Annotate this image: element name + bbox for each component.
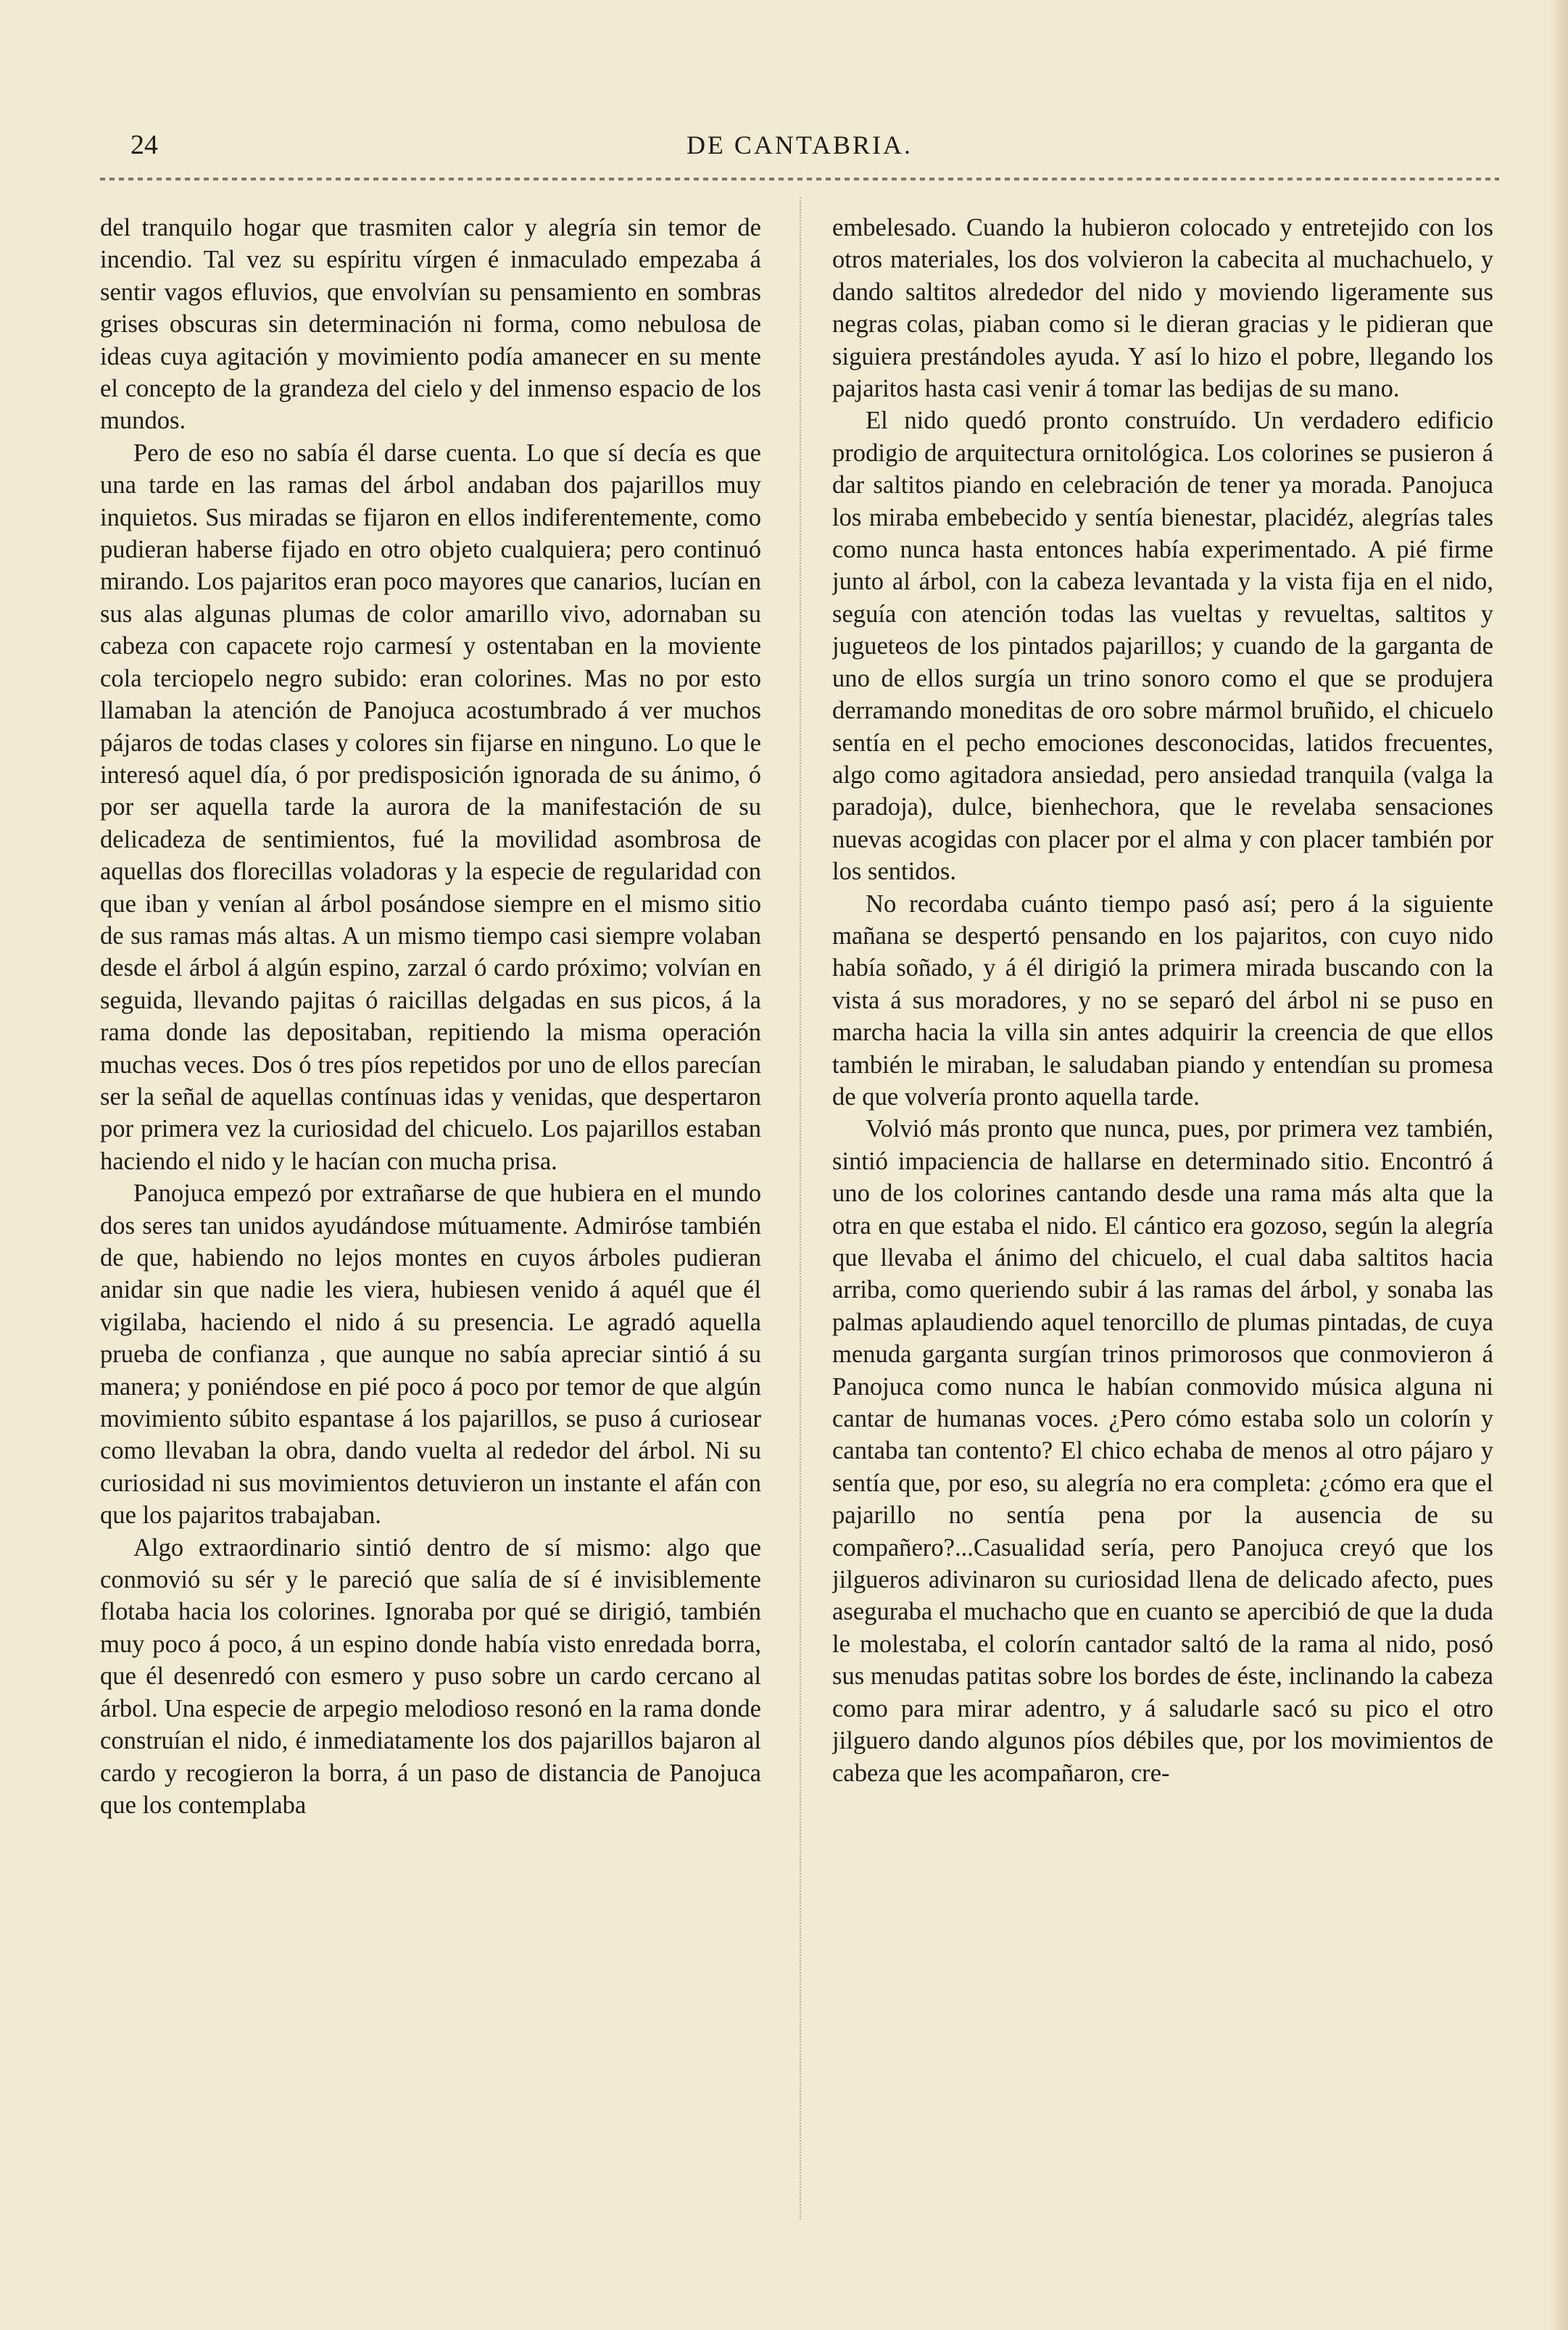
column-divider (800, 197, 801, 2220)
paragraph: No recordaba cuánto tiempo pasó así; pero á la siguiente mañana se despertó pensando en los pajaritos, con cuyo nido había soñado, y á él dirigió la primera mirada buscando con la vista á sus moradores, y no se separó del árbol ni se puso en marcha hacia la villa sin antes adquirir la creencia de que ellos también le miraban, le saludaban piando y entendían su promesa de que volvería pronto aquella tarde. (832, 890, 1493, 1111)
running-title: DE CANTABRIA. (686, 130, 913, 159)
paragraph: Volvió más pronto que nunca, pues, por primera vez también, sintió impaciencia de hallarse en determinado sitio. Encontró á uno de los colorines cantando desde una rama más alta que la otra en que estaba el nido. El cántico era gozoso, según la alegría que llevaba el ánimo del chicuelo, el cual daba saltitos hacia arriba, como queriendo subir á las ramas del árbol, y sonaba las palmas aplaudiendo aquel tenorcillo de plumas pintadas, de cuya menuda garganta surgían trinos primorosos que conmovieron á Panojuca como nunca le habían conmovido música alguna ni cantar de humanas voces. ¿Pero cómo estaba solo un colorín y cantaba tan contento? El chico echaba de menos al otro pájaro y sentía que, por eso, su alegría no era completa: ¿cómo era que el pajarillo no sentía pena por la ausencia de su compañero?...Casualidad sería, pero Panojuca creyó que los jilgueros adivinaron su curiosidad llena de delicado afecto, pues aseguraba el muchacho que en cuanto se apercibió de que la duda le molestaba, el colorín cantador saltó de la rama al nido, posó sus menudas patitas sobre los bordes de éste, inclinando la cabeza como para mirar adentro, y á saludarle sacó su pico el otro jilguero dando algunos píos débiles que, por los movimientos de cabeza que les acompañaron, cre- (832, 1115, 1493, 1787)
paragraph: del tranquilo hogar que trasmiten calor y alegría sin temor de incendio. Tal vez su espíritu vírgen é inmaculado empezaba á sentir vagos efluvios, que envolvían su pensamiento en sombras grises obscuras sin determinación ni forma, como nebulosa de ideas cuya agitación y movimiento podía amanecer en su mente el concepto de la grandeza del cielo y del inmenso espacio de los mundos. (100, 214, 761, 435)
page-edge-shadow (1549, 0, 1568, 2330)
paragraph: Panojuca empezó por extrañarse de que hubiera en el mundo dos seres tan unidos ayudándose mútuamente. Admiróse también de que, habiendo no lejos montes en cuyos árboles pudieran anidar sin que nadie les viera, hubiesen venido á aquél que él vigilaba, haciendo el nido á su presencia. Le agradó aquella prueba de confianza , que aunque no sabía apreciar sintió á su manera; y poniéndose en pié poco á poco por temor de que algún movimiento súbito espantase á los pajarillos, se puso á curiosear como llevaban la obra, dando vuelta al rededor del árbol. Ni su curiosidad ni sus movimientos detuvieron un instante el afán con que los pajaritos trabajaban. (100, 1179, 761, 1530)
page-number: 24 (130, 130, 158, 160)
paragraph: embelesado. Cuando la hubieron colocado y entretejido con los otros materiales, los dos volvieron la cabecita al muchachuelo, y dando saltitos alrededor del nido y moviendo ligeramente sus negras colas, piaban como si le dieran gracias y le pidieran que siguiera prestándoles ayuda. Y así lo hizo el pobre, llegando los pajaritos hasta casi venir á tomar las bedijas de su mano. (832, 214, 1493, 403)
right-column (832, 212, 1493, 2234)
header-ornament-rule (100, 175, 1499, 183)
paragraph: Pero de eso no sabía él darse cuenta. Lo que sí decía es que una tarde en las ramas del árbol andaban dos pajarillos muy inquietos. Sus miradas se fijaron en ellos indiferentemente, como pudieran haberse fijado en otro objeto cualquiera; pero continuó mirando. Los pajaritos eran poco mayores que canarios, lucían en sus alas algunas plumas de color amarillo vivo, adornaban su cabeza con capacete rojo carmesí y ostentaban en la moviente cola terciopelo negro subido: eran colorines. Mas no por esto llamaban la atención de Panojuca acostumbrado á ver muchos pájaros de todas clases y colores sin fijarse en ninguno. Lo que le interesó aquel día, ó por predisposición ignorada de su ánimo, ó por ser aquella tarde la aurora de la manifestación de su delicadeza de sentimientos, fué la movilidad asombrosa de aquellas dos florecillas voladoras y la especie de regularidad con que iban y venían al árbol posándose siempre en el mismo sitio de sus ramas más altas. A un mismo tiempo casi siempre volaban desde el árbol á algún espino, zarzal ó cardo próximo; volvían en seguida, llevando pajitas ó raicillas delgadas en sus picos, á la rama donde las depositaban, repitiendo la misma operación muchas veces. Dos ó tres píos repetidos por uno de ellos parecían ser la señal de aquellas contínuas idas y venidas, que despertaron por primera vez la curiosidad del chicuelo. Los pajarillos estaban haciendo el nido y le hacían con mucha prisa. (100, 439, 761, 1175)
page-header (100, 128, 1499, 171)
left-column (100, 212, 761, 2234)
paragraph: Algo extraordinario sintió dentro de sí mismo: algo que conmovió su sér y le pareció que salía de sí é invisiblemente flotaba hacia los colorines. Ignoraba por qué se dirigió, también muy poco á poco, á un espino donde había visto enredada borra, que él desenredó con esmero y puso sobre un cardo cercano al árbol. Una especie de arpegio melodioso resonó en la rama donde construían el nido, é inmediatamente los dos pajarillos bajaron al cardo y recogieron la borra, á un paso de distancia de Panojuca que los contemplaba (100, 1533, 761, 1819)
paragraph: El nido quedó pronto construído. Un verdadero edificio prodigio de arquitectura ornitológica. Los colorines se pusieron á dar saltitos piando en celebración de tener ya morada. Panojuca los miraba embebecido y sentía bienestar, placidéz, alegrías tales como nunca hasta entonces había experimentado. A pié firme junto al árbol, con la cabeza levantada y la vista fija en el nido, seguía con atención todas las vueltas y revueltas, saltitos y jugueteos de los pintados pajarillos; y cuando de la garganta de uno de ellos surgía un trino sonoro como el que se produjera derramando moneditas de oro sobre mármol bruñido, el chicuelo sentía en el pecho emociones desconocidas, latidos frecuentes, algo como agitadora ansiedad, pero ansiedad tranquila (valga la paradoja), dulce, bienhechora, que le revelaba sensaciones nuevas acogidas con placer por el alma y con placer también por los sentidos. (832, 407, 1493, 886)
